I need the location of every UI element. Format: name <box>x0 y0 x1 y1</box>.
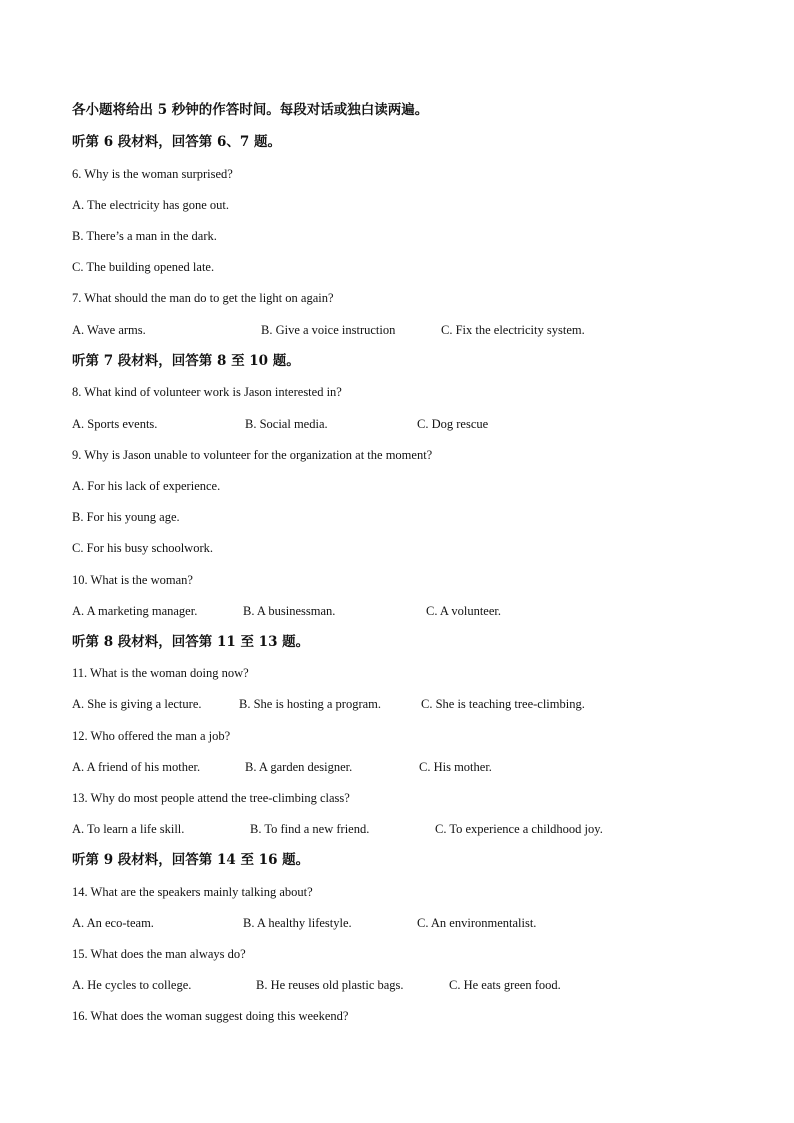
answer-option: A. The electricity has gone out. <box>72 198 230 212</box>
answer-option: B. Social media. <box>245 417 328 431</box>
answer-option: C. An environmentalist. <box>417 916 537 930</box>
answer-option: A. An eco-team. <box>72 916 154 930</box>
answer-option: A. A marketing manager. <box>72 604 198 618</box>
question-text: 6. Why is the woman surprised? <box>72 167 233 181</box>
answer-option: A. He cycles to college. <box>72 978 192 992</box>
question-text: 11. What is the woman doing now? <box>72 666 249 680</box>
section-heading: 听第 9 段材料，回答第 14 至 16 题。 <box>72 852 310 868</box>
answer-option: B. She is hosting a program. <box>239 697 382 711</box>
answer-option: B. He reuses old plastic bags. <box>256 978 404 992</box>
answer-option: A. Sports events. <box>72 417 158 431</box>
answer-option: C. A volunteer. <box>426 604 501 618</box>
question-text: 14. What are the speakers mainly talking about? <box>72 885 313 899</box>
section-heading: 听第 7 段材料，回答第 8 至 10 题。 <box>72 353 300 369</box>
instructions-intro: 各小题将给出 5 秒钟的作答时间。每段对话或独白读两遍。 <box>72 102 429 118</box>
question-text: 7. What should the man do to get the light on again? <box>72 291 334 305</box>
section-heading: 听第 6 段材料，回答第 6、7 题。 <box>72 134 281 150</box>
question-text: 16. What does the woman suggest doing this weekend? <box>72 1009 349 1023</box>
answer-option: B. Give a voice instruction <box>261 323 396 337</box>
answer-option: A. She is giving a lecture. <box>72 697 202 711</box>
answer-option: A. Wave arms. <box>72 323 146 337</box>
answer-option: B. There’s a man in the dark. <box>72 229 217 243</box>
answer-option: C. He eats green food. <box>449 978 561 992</box>
answer-option: B. A healthy lifestyle. <box>243 916 352 930</box>
answer-option: C. His mother. <box>419 760 492 774</box>
question-text: 10. What is the woman? <box>72 573 193 587</box>
question-text: 15. What does the man always do? <box>72 947 246 961</box>
answer-option: C. Dog rescue <box>417 417 489 431</box>
answer-option: A. A friend of his mother. <box>72 760 201 774</box>
answer-option: B. To find a new friend. <box>250 822 370 836</box>
answer-option: C. For his busy schoolwork. <box>72 541 213 555</box>
section-heading: 听第 8 段材料，回答第 11 至 13 题。 <box>72 634 310 650</box>
answer-option: B. For his young age. <box>72 510 180 524</box>
answer-option: C. The building opened late. <box>72 260 215 274</box>
answer-option: C. Fix the electricity system. <box>441 323 585 337</box>
question-text: 8. What kind of volunteer work is Jason interested in? <box>72 385 342 399</box>
answer-option: B. A garden designer. <box>245 760 353 774</box>
answer-option: C. She is teaching tree-climbing. <box>421 697 585 711</box>
answer-option: C. To experience a childhood joy. <box>435 822 603 836</box>
question-text: 13. Why do most people attend the tree-climbing class? <box>72 791 350 805</box>
answer-option: A. To learn a life skill. <box>72 822 185 836</box>
question-text: 9. Why is Jason unable to volunteer for the organization at the moment? <box>72 448 433 462</box>
answer-option: B. A businessman. <box>243 604 336 618</box>
answer-option: A. For his lack of experience. <box>72 479 221 493</box>
question-text: 12. Who offered the man a job? <box>72 729 231 743</box>
